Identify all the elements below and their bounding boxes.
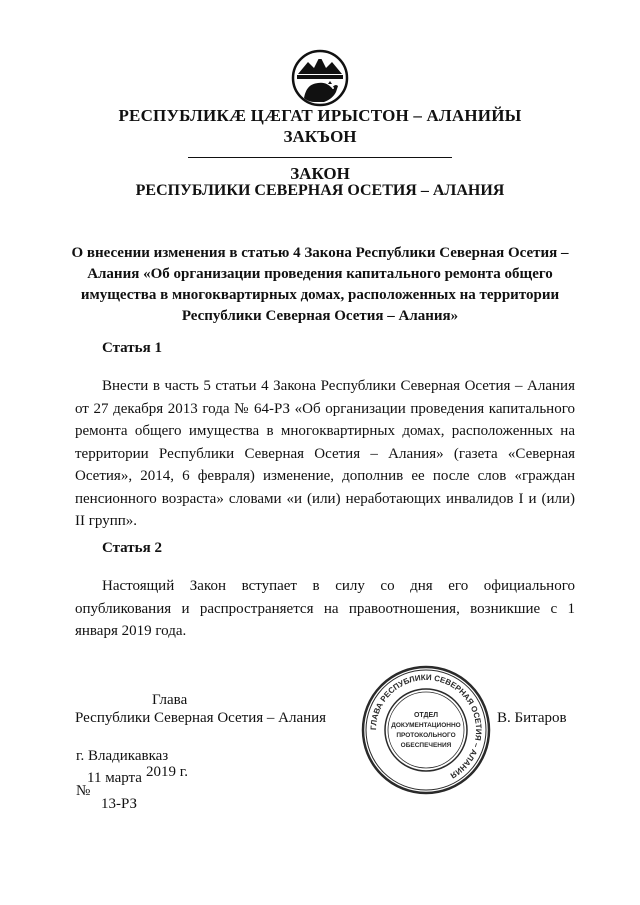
article-1-heading: Статья 1 bbox=[102, 340, 162, 356]
official-seal-icon bbox=[360, 664, 492, 796]
seal-center-line4: ОБЕСПЕЧЕНИЯ bbox=[400, 742, 452, 749]
osset-law-title: ЗАКЪОН bbox=[283, 127, 357, 146]
city: г. Владикавказ bbox=[76, 748, 169, 764]
coat-of-arms-icon bbox=[288, 48, 352, 108]
republic-title: РЕСПУБЛИКИ СЕВЕРНАЯ ОСЕТИЯ – АЛАНИЯ bbox=[135, 182, 505, 199]
seal-center-line2: ДОКУМЕНТАЦИОННО bbox=[391, 722, 461, 729]
article-2-text: Настоящий Закон вступает в силу со дня его официального опубликования и распространяется на правоотношения, возникшие с 1 января 2019 года. bbox=[75, 578, 575, 639]
law-subject: О внесении изменения в статью 4 Закона Республики Северная Осетия – Алания «Об организации проведения капитального ремонта общего имущества в многоквартирных домах, расположенных на территории Республики Северная Осетия – Алания» bbox=[71, 245, 569, 324]
law-title: ЗАКОН bbox=[290, 164, 350, 183]
header-divider bbox=[188, 157, 452, 158]
signatory-title-line2: Республики Северная Осетия – Алания bbox=[75, 710, 327, 726]
number-sign: № bbox=[76, 783, 91, 799]
date-day-month: 11 марта bbox=[87, 770, 142, 786]
seal-center-line1: ОТДЕЛ bbox=[413, 712, 439, 719]
osset-republic-title: РЕСПУБЛИКӔ ЦӔГАТ ИРЫСТОН – АЛАНИЙЫ bbox=[118, 106, 522, 125]
date-year: 2019 г. bbox=[146, 764, 188, 780]
article-1-text: Внести в часть 5 статьи 4 Закона Республики Северная Осетия – Алания от 27 декабря 2013 года № 64-РЗ «Об организации проведения капитального ремонта общего имущества в многоквартирных домах, расположенных на территории Республики Северная Осетия – Алания» (газета «Северная Осетия», 2014, 6 февраля) изменение, дополнив ее после слов «граждан пенсионного возраста» словами «и (или) неработающих инвалидов I и (или) II групп». bbox=[75, 378, 575, 529]
signatory-name: В. Битаров bbox=[497, 710, 567, 726]
law-number: 13-РЗ bbox=[101, 796, 138, 812]
signatory-title-line1: Глава bbox=[152, 692, 188, 708]
seal-ring-text: ГЛАВА РЕСПУБЛИКИ СЕВЕРНАЯ ОСЕТИЯ – АЛАНИЯ bbox=[368, 672, 484, 781]
article-2-heading: Статья 2 bbox=[102, 540, 162, 556]
seal-center-line3: ПРОТОКОЛЬНОГО bbox=[396, 732, 456, 739]
